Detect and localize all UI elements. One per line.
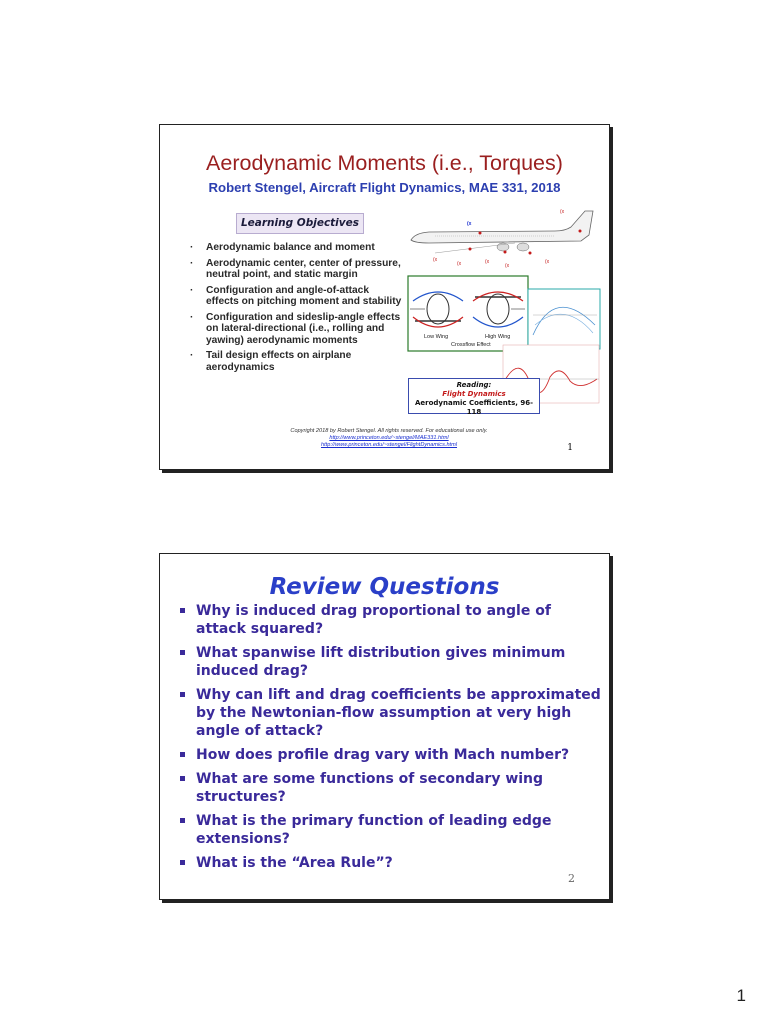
bullet-square-icon	[180, 776, 185, 781]
bullet-square-icon	[180, 608, 185, 613]
bullet-square-icon	[180, 860, 185, 865]
svg-text:(x: (x	[467, 221, 472, 227]
question-text: What spanwise lift distribution gives minimum induced drag?	[196, 645, 566, 679]
question-item	[174, 770, 604, 806]
document-page-number: 1	[736, 986, 746, 1005]
bullet-square-icon	[180, 692, 185, 697]
question-text: How does profile drag vary with Mach number?	[196, 747, 570, 763]
slide-1	[159, 124, 610, 470]
question-item	[174, 602, 604, 638]
bullet-square-icon	[180, 752, 185, 757]
reading-box	[408, 378, 540, 414]
bullet-marker: ·	[190, 284, 194, 296]
learning-objectives-label: Learning Objectives	[236, 213, 364, 234]
objective-item	[182, 350, 404, 373]
svg-text:(x: (x	[505, 263, 510, 269]
slide-2-title: Review Questions	[269, 574, 500, 600]
reading-label: Reading:	[456, 381, 492, 389]
svg-text:(x: (x	[485, 259, 490, 265]
slide-1-page-number: 1	[567, 443, 573, 453]
objective-item	[182, 258, 404, 281]
objective-item	[182, 285, 404, 308]
svg-text:(x: (x	[433, 257, 438, 263]
question-text: What are some functions of secondary wing structures?	[196, 771, 544, 805]
objectives-list	[182, 242, 404, 377]
svg-text:(x: (x	[457, 261, 462, 267]
question-item	[174, 746, 604, 764]
svg-text:(x: (x	[545, 259, 550, 265]
copyright-text: Copyright 2018 by Robert Stengel. All rights reserved. For educational use only.	[290, 428, 488, 434]
objective-text: Aerodynamic balance and moment	[206, 242, 375, 253]
question-text: Why is induced drag proportional to angle of attack squared?	[196, 603, 551, 637]
slide-2-page-number: 2	[568, 872, 575, 885]
slide-2	[159, 553, 610, 900]
objective-text: Aerodynamic center, center of pressure, neutral point, and static margin	[206, 257, 401, 280]
objective-text: Tail design effects on airplane aerodynamics	[206, 350, 352, 373]
bullet-marker: ·	[190, 242, 194, 253]
question-item	[174, 854, 604, 872]
crossflow-inset	[408, 276, 528, 351]
bullet-square-icon	[180, 818, 185, 823]
objective-text: Configuration and angle-of-attack effects on pitching moment and stability	[206, 284, 402, 307]
moment-plot-inset	[528, 289, 600, 349]
questions-list	[174, 602, 604, 878]
slide-1-title: Aerodynamic Moments (i.e., Torques)	[206, 151, 563, 175]
slide-1-subtitle: Robert Stengel, Aircraft Flight Dynamics, MAE 331, 2018	[208, 180, 561, 195]
bullet-marker: ·	[190, 257, 194, 269]
crossflow-label: Crossflow Effect	[451, 342, 491, 348]
airplane-diagram	[411, 209, 593, 269]
low-wing-label: Low Wing	[424, 334, 449, 340]
svg-text:(x: (x	[560, 209, 565, 215]
high-wing-label: High Wing	[485, 334, 511, 340]
question-text: What is the “Area Rule”?	[196, 855, 393, 871]
bullet-marker: ·	[190, 350, 194, 361]
question-item	[174, 812, 604, 848]
question-item	[174, 686, 604, 740]
question-text: Why can lift and drag coefficients be approximated by the Newtonian-flow assumption at very high angle of attack?	[196, 687, 601, 739]
bullet-square-icon	[180, 650, 185, 655]
question-item	[174, 644, 604, 680]
course-link[interactable]: http://www.princeton.edu/~stengel/MAE331.html	[329, 435, 449, 441]
objective-item	[182, 242, 404, 254]
objective-text: Configuration and sideslip-angle effects on lateral-directional (i.e., rolling and yawing) aerodynamic moments	[206, 311, 401, 346]
bullet-marker: ·	[190, 311, 194, 323]
copyright-notice	[275, 428, 503, 449]
book-link[interactable]: http://www.princeton.edu/~stengel/FlightDynamics.html	[320, 442, 458, 448]
objective-item	[182, 312, 404, 347]
reading-chapter: Aerodynamic Coefficients, 96-118	[414, 399, 534, 416]
reading-book: Flight Dynamics	[442, 390, 506, 398]
question-text: What is the primary function of leading edge extensions?	[196, 813, 552, 847]
